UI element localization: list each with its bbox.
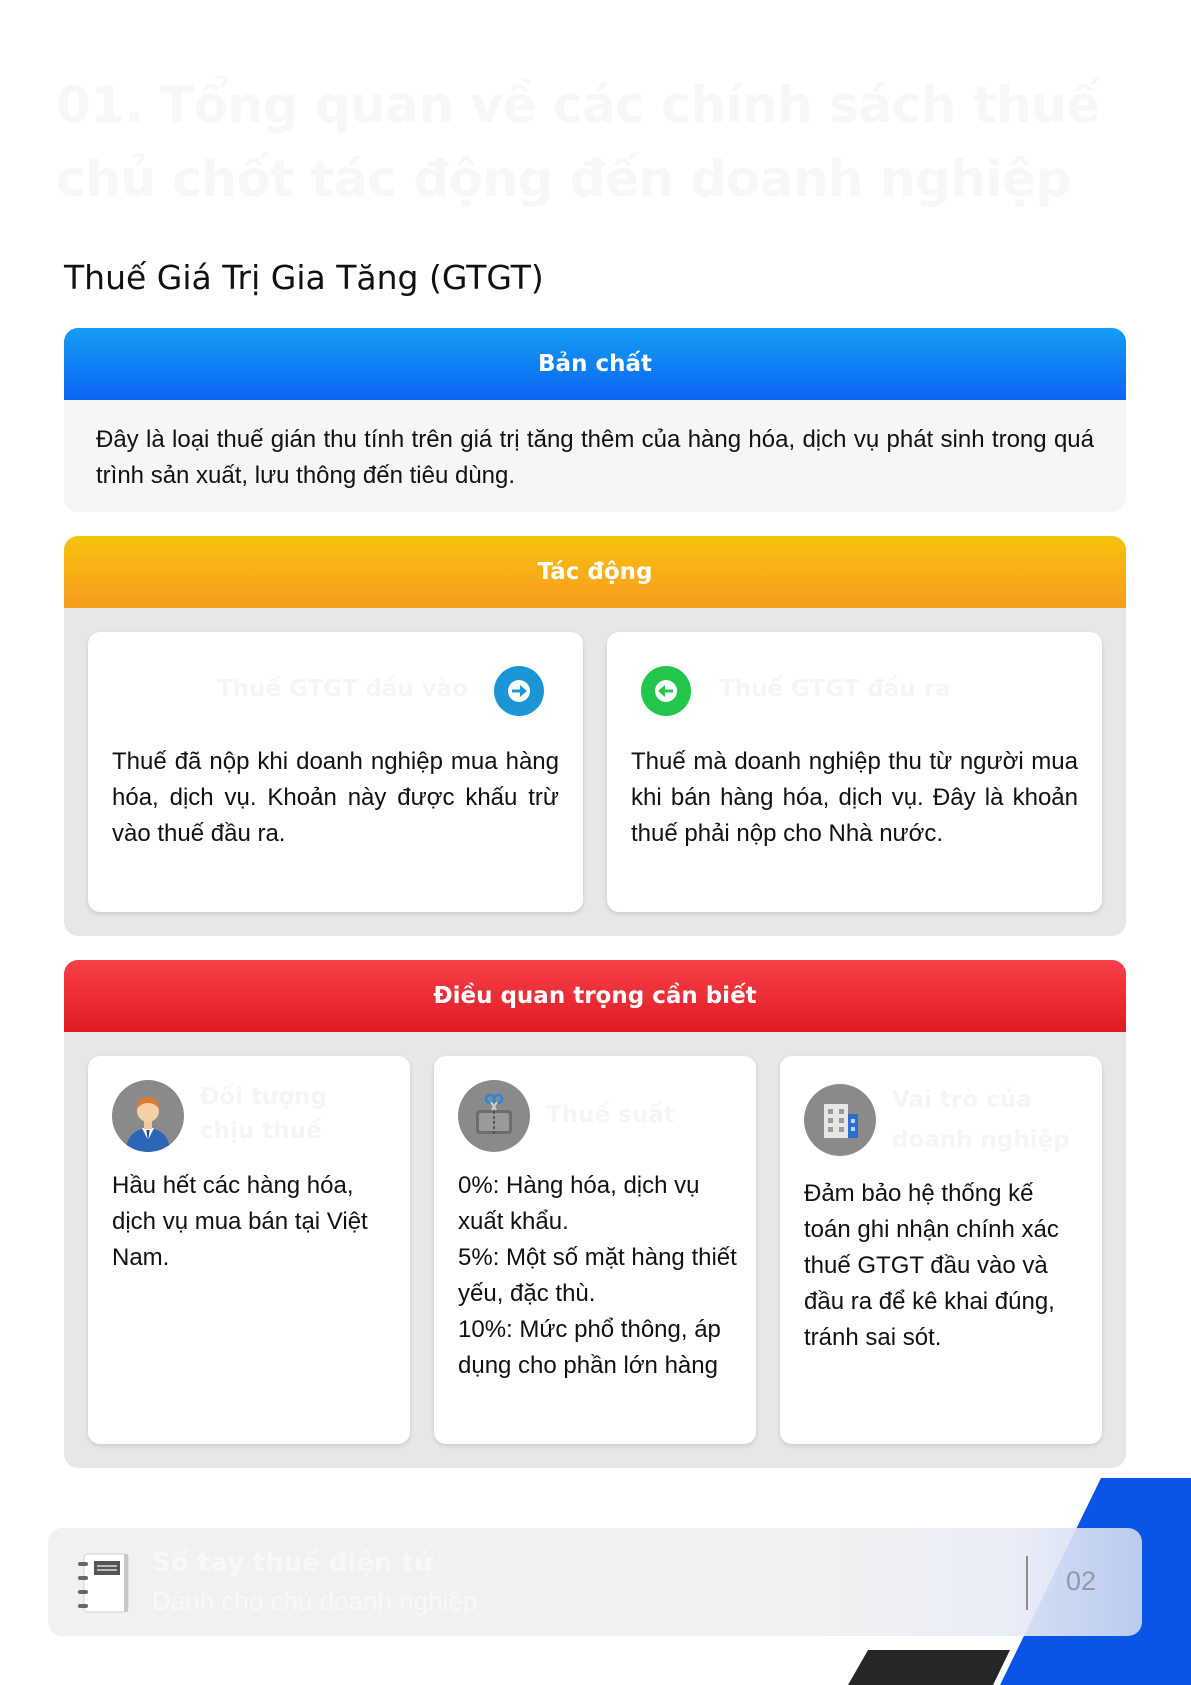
arrow-right-icon bbox=[494, 666, 544, 716]
tax-rate-line: 5%: Một số mặt hàng thiết yếu, đặc thù. bbox=[458, 1244, 737, 1307]
output-vat-card bbox=[607, 632, 1102, 912]
taxable-subjects-text: Hầu hết các hàng hóa, dịch vụ mua bán tại Việt Nam. bbox=[112, 1172, 368, 1271]
important-header: Điều quan trọng cần biết bbox=[64, 960, 1126, 1032]
footer-bar bbox=[48, 1528, 1142, 1636]
essence-panel bbox=[64, 328, 1126, 512]
notebook-icon bbox=[74, 1552, 134, 1614]
output-vat-title: Thuế GTGT đầu ra bbox=[719, 676, 951, 702]
business-role-text: Đảm bảo hệ thống kế toán ghi nhận chính xác thuế GTGT đầu vào và đầu ra để kê khai đúng, tránh sai sót. bbox=[804, 1180, 1059, 1351]
taxable-subjects-title: Đối tượng chịu thuế bbox=[200, 1084, 327, 1144]
office-building-icon bbox=[804, 1084, 876, 1156]
input-vat-card bbox=[88, 632, 583, 912]
input-vat-text: Thuế đã nộp khi doanh nghiệp mua hàng hóa, dịch vụ. Khoản này được khấu trừ vào thuế đầu ra. bbox=[112, 748, 559, 847]
tax-rate-title: Thuế suất bbox=[546, 1102, 675, 1128]
important-panel bbox=[64, 960, 1126, 1468]
footer-divider bbox=[1026, 1556, 1028, 1610]
tax-rate-lines bbox=[458, 1168, 740, 1384]
page-title: 01. Tổng quan về các chính sách thuế chủ chốt tác động đến doanh nghiệp bbox=[56, 76, 1100, 208]
page-number: 02 bbox=[1066, 1566, 1097, 1596]
essence-header: Bản chất bbox=[64, 328, 1126, 400]
essence-text: Đây là loại thuế gián thu tính trên giá trị tăng thêm của hàng hóa, dịch vụ phát sinh trong quá trình sản xuất, lưu thông đến tiêu dùng. bbox=[96, 426, 1094, 489]
output-vat-text: Thuế mà doanh nghiệp thu từ người mua khi bán hàng hóa, dịch vụ. Đây là khoản thuế phải nộp cho Nhà nước. bbox=[631, 748, 1078, 847]
tax-rate-card bbox=[434, 1056, 756, 1444]
tax-rate-line: 10%: Mức phổ thông, áp dụng cho phần lớn hàng bbox=[458, 1316, 721, 1379]
arrow-left-icon bbox=[641, 666, 691, 716]
scissors-icon bbox=[458, 1080, 530, 1152]
business-role-card bbox=[780, 1056, 1102, 1444]
tax-rate-line: 0%: Hàng hóa, dịch vụ xuất khẩu. bbox=[458, 1172, 700, 1235]
footer-subtitle: Dành cho chủ doanh nghiệp bbox=[152, 1586, 478, 1616]
businessman-icon bbox=[112, 1080, 184, 1152]
taxable-subjects-card bbox=[88, 1056, 410, 1444]
business-role-title: Vai trò của doanh nghiệp bbox=[892, 1087, 1070, 1153]
input-vat-title: Thuế GTGT đầu vào bbox=[216, 676, 468, 702]
impact-panel bbox=[64, 536, 1126, 936]
impact-header: Tác động bbox=[64, 536, 1126, 608]
section-heading: Thuế Giá Trị Gia Tăng (GTGT) bbox=[64, 258, 544, 297]
footer-title: Sổ tay thuế điện tử bbox=[152, 1548, 433, 1578]
